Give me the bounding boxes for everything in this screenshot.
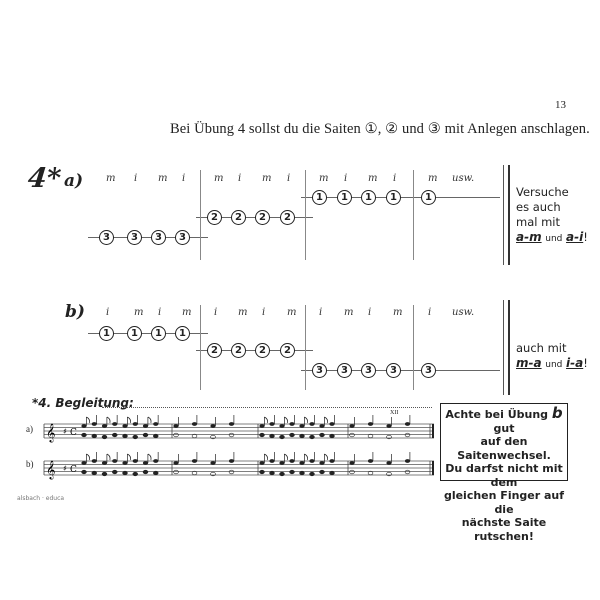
staff-b-note-flag <box>264 454 267 460</box>
staff-b-bass-note <box>350 470 355 474</box>
tip-a-line-1: Versuche <box>516 185 569 199</box>
staff-a-note-head <box>122 424 127 428</box>
exercise-number: 4* <box>26 163 63 194</box>
staff-a-note-head <box>112 422 117 426</box>
ex-b-fingering: i <box>368 307 372 318</box>
note-box-line-5: nächste Saite rutschen! <box>461 516 547 543</box>
tip-b-line-1: auch mit <box>516 341 567 355</box>
ex-a-string-circle: 1 <box>361 190 376 205</box>
staff-b-bass-note <box>153 471 158 475</box>
staff-a-note-flag <box>86 417 89 423</box>
ex-a-string-circle: 1 <box>312 190 327 205</box>
staff-b-note-head <box>192 459 197 463</box>
staff-b-time-sig: C <box>70 465 77 475</box>
staff-b-note-head <box>173 461 178 465</box>
tip-a-finger-1: a-m <box>516 230 542 244</box>
ex-b-string-circle: 2 <box>280 343 295 358</box>
ex-a-fingering: i <box>182 173 186 184</box>
staff-b-note-head <box>122 461 127 465</box>
staff-b-bass-note <box>229 470 234 474</box>
staff-b-bass-note <box>280 472 285 476</box>
staff-a-bass-note <box>260 433 265 437</box>
ex-b-fingering: i <box>214 307 218 318</box>
staff-b-note-head <box>133 459 138 463</box>
staff-b-note-head <box>112 459 117 463</box>
staff-a-note-head <box>329 422 334 426</box>
tip-b-finger-1: m-a <box>516 356 542 370</box>
ex-a-fingering: m <box>428 173 438 184</box>
staff-b-bass-note <box>112 470 117 474</box>
ex-a-string-circle: 2 <box>255 210 270 225</box>
staff-b-bass-note <box>300 471 305 475</box>
staff-a-note-flag <box>304 417 307 423</box>
staff-a-note-flag <box>324 417 327 423</box>
staff-a-note-head <box>368 422 373 426</box>
staff-a-bass-note <box>350 433 355 437</box>
intro-text: Bei Übung 4 sollst du die Saiten ①, ② und ③ mit Anlegen anschlagen. <box>170 121 590 137</box>
note-box-line-2: auf den Saitenwechsel. <box>457 435 551 462</box>
staff-a-bass-note <box>92 434 97 438</box>
ex-b-string-circle: 3 <box>361 363 376 378</box>
part-a-label: a) <box>64 171 84 191</box>
staff-b-bass-note <box>82 470 87 474</box>
staff-a-bass-note <box>300 434 305 438</box>
staff-a-note-head <box>279 424 284 428</box>
staff-a-note-head <box>309 422 314 426</box>
staff-a-note-head <box>192 422 197 426</box>
ex-a-string-circle: 3 <box>175 230 190 245</box>
part-b-label: b) <box>65 302 85 322</box>
ex-b-fingering: i <box>428 307 432 318</box>
staff-b-note-head <box>210 461 215 465</box>
tip-a-line-3: mal mit <box>516 215 561 229</box>
staff-a-bass-note <box>153 434 158 438</box>
staff-a-label: a) <box>26 424 33 434</box>
ex-a-fingering: m <box>106 173 116 184</box>
ex-b-string-circle: 2 <box>231 343 246 358</box>
staff-a-note-head <box>229 422 234 426</box>
tip-b-end: ! <box>583 356 588 370</box>
ex-a-string-circle: 3 <box>127 230 142 245</box>
ex-b-fingering: i <box>158 307 162 318</box>
ex-a-fingering: i <box>344 173 348 184</box>
staff-a-bass-note <box>102 435 107 439</box>
staff-a-clef: 𝄞 <box>46 423 56 442</box>
staff-a-note-head <box>143 424 148 428</box>
staff-a-note-flag <box>107 417 110 423</box>
ex-b-string-circle: 2 <box>207 343 222 358</box>
staff-b-note-head <box>153 459 158 463</box>
staff-a-note-head <box>289 422 294 426</box>
ex-b-string-circle: 1 <box>175 326 190 341</box>
staff-b-bass-note <box>174 470 179 474</box>
ex-a-fingering: m <box>368 173 378 184</box>
staff-b-bass-note <box>310 472 315 476</box>
ex-a-fingering: i <box>238 173 242 184</box>
staff-a-note-flag <box>148 417 151 423</box>
staff-b-note-flag <box>148 454 151 460</box>
staff-b-bass-note <box>290 470 295 474</box>
tip-b-finger-2: i-a <box>566 356 584 370</box>
note-box <box>440 403 568 543</box>
ex-b-fingering: m <box>287 307 297 318</box>
staff-a-note-head <box>349 424 354 428</box>
staff-a-bass-note <box>405 433 410 437</box>
staff-b-note-flag <box>127 454 130 460</box>
footer-text: alsbach · educa <box>17 495 65 502</box>
ex-a-fingering: m <box>214 173 224 184</box>
ex-b-fingering: m <box>393 307 403 318</box>
staff-b-bass-note <box>260 470 265 474</box>
ex-a-fingering: m <box>158 173 168 184</box>
staff-a-bass-note <box>82 433 87 437</box>
staff-a-note-head <box>299 424 304 428</box>
staff-b-bass-note <box>133 472 138 476</box>
staff-b-note-head <box>299 461 304 465</box>
staff-b-note-head <box>81 461 86 465</box>
ex-b-fingering: i <box>262 307 266 318</box>
ex-a-string-circle: 1 <box>337 190 352 205</box>
staff-a-bass-note <box>320 433 325 437</box>
note-box-b: b <box>551 404 563 422</box>
staff-b-note-head <box>102 461 107 465</box>
staff-a-note-head <box>386 424 391 428</box>
staff-a-note-head <box>102 424 107 428</box>
tip-a-und: und <box>545 234 563 244</box>
staff-b-note-head <box>143 461 148 465</box>
staff-b-bass-note <box>92 471 97 475</box>
ex-b-string-circle: 1 <box>99 326 114 341</box>
staff-b-note-flag <box>86 454 89 460</box>
tip-a-finger-2: a-i <box>566 230 584 244</box>
staff-b-note-head <box>329 459 334 463</box>
ex-b-fingering: usw. <box>452 307 475 318</box>
ex-b-fingering: i <box>319 307 323 318</box>
staff-b-note-head <box>269 459 274 463</box>
staff-a-note-head <box>269 422 274 426</box>
staff-a-note-head <box>259 424 264 428</box>
ex-a-string-circle: 1 <box>386 190 401 205</box>
ex-a-string-circle: 2 <box>231 210 246 225</box>
staff-a-bass-note <box>290 433 295 437</box>
staff-b-note-head <box>349 461 354 465</box>
staff-a-note-flag <box>284 417 287 423</box>
staff-a-bass-note <box>143 433 148 437</box>
ex-a-fingering: usw. <box>452 173 475 184</box>
staff-b-bass-note <box>102 472 107 476</box>
staff-a-key-sig: ♯ <box>63 427 67 436</box>
accompaniment-title: *4. Begleitung: <box>32 396 134 410</box>
staff-b-note-head <box>368 459 373 463</box>
ex-a-fingering: m <box>262 173 272 184</box>
staff-b-bass-note <box>405 470 410 474</box>
staff-a-bass-note <box>330 434 335 438</box>
staff-b-note-head <box>319 461 324 465</box>
tip-b-und: und <box>545 360 563 370</box>
ex-b-string-circle: 2 <box>255 343 270 358</box>
ex-b-string-circle: 3 <box>312 363 327 378</box>
staff-a-note-head <box>173 424 178 428</box>
staff-b-note-head <box>386 461 391 465</box>
staff-b-note-head <box>279 461 284 465</box>
page-number: 13 <box>555 99 566 111</box>
staff-a-note-flag <box>264 417 267 423</box>
staff-a-bass-note <box>174 433 179 437</box>
staff-b-note-flag <box>324 454 327 460</box>
ex-a-string-circle: 2 <box>280 210 295 225</box>
staff-a-note-head <box>92 422 97 426</box>
staff-b-key-sig: ♯ <box>63 464 67 473</box>
staff-b-bass-note <box>143 470 148 474</box>
ex-a-fingering: m <box>319 173 329 184</box>
staff-b-note-head <box>289 459 294 463</box>
ex-a-string-circle: 3 <box>99 230 114 245</box>
staff-b-note-head <box>309 459 314 463</box>
staff-b-note-head <box>92 459 97 463</box>
note-box-line-1: Achte bei Übung <box>445 408 549 421</box>
tip-a-end: ! <box>583 230 588 244</box>
staff-b-note-head <box>259 461 264 465</box>
staff-a-note-head <box>133 422 138 426</box>
staff-b-bass-note <box>330 471 335 475</box>
staff-a-bass-note <box>123 434 128 438</box>
ex-a-string-circle: 1 <box>421 190 436 205</box>
ex-b-string-circle: 3 <box>421 363 436 378</box>
staff-a-bass-note <box>270 434 275 438</box>
position-mark: XII <box>390 410 399 416</box>
staff-a-note-head <box>153 422 158 426</box>
staff-a-note-head <box>405 422 410 426</box>
staff-b-bass-note <box>270 471 275 475</box>
ex-b-string-circle: 3 <box>386 363 401 378</box>
staff-a-bass-note <box>310 435 315 439</box>
ex-b-string-circle: 1 <box>151 326 166 341</box>
ex-b-fingering: m <box>344 307 354 318</box>
staff-b-note-head <box>405 459 410 463</box>
staff-a-note-flag <box>127 417 130 423</box>
note-box-line-3: Du darfst nicht mit dem <box>445 462 563 489</box>
ex-a-fingering: i <box>393 173 397 184</box>
note-box-gut: gut <box>493 421 515 435</box>
staff-b-bass-note <box>320 470 325 474</box>
ex-b-fingering: m <box>238 307 248 318</box>
ex-a-fingering: i <box>134 173 138 184</box>
staff-a-bass-note <box>229 433 234 437</box>
staff-a-bass-note <box>133 435 138 439</box>
staff-b-note-head <box>229 459 234 463</box>
staff-b-note-flag <box>304 454 307 460</box>
staff-b-label: b) <box>26 459 34 469</box>
staff-a-note-head <box>319 424 324 428</box>
ex-b-fingering: m <box>134 307 144 318</box>
staff-a-bass-note <box>280 435 285 439</box>
staff-b-clef: 𝄞 <box>46 460 56 479</box>
ex-a-string-circle: 3 <box>151 230 166 245</box>
staff-b-bass-note <box>123 471 128 475</box>
staff-a-bass-note <box>112 433 117 437</box>
ex-a-string-circle: 2 <box>207 210 222 225</box>
note-box-line-4: gleichen Finger auf die <box>443 489 565 516</box>
staff-b-note-flag <box>107 454 110 460</box>
ex-b-fingering: m <box>182 307 192 318</box>
ex-b-string-circle: 3 <box>337 363 352 378</box>
ex-b-string-circle: 1 <box>127 326 142 341</box>
staff-a-note-head <box>81 424 86 428</box>
ex-b-fingering: i <box>106 307 110 318</box>
ex-a-fingering: i <box>287 173 291 184</box>
staff-a-time-sig: C <box>70 428 77 438</box>
staff-a-note-head <box>210 424 215 428</box>
staff-b-note-flag <box>284 454 287 460</box>
tip-a-line-2: es auch <box>516 200 561 214</box>
